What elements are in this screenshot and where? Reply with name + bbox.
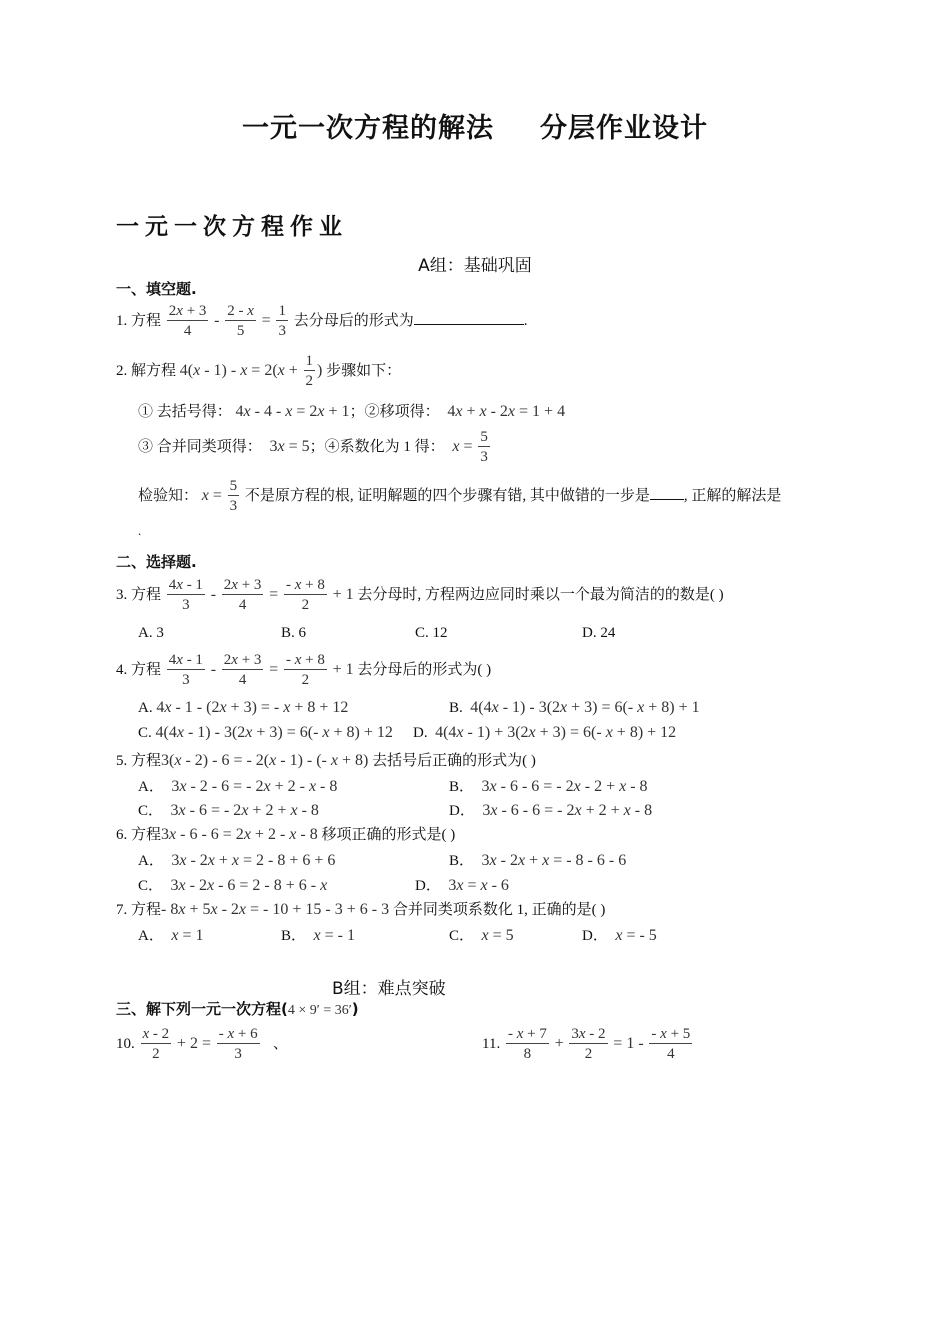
q6-option-c[interactable]: C． 3x - 2x - 6 = 2 - 8 + 6 - x: [138, 877, 328, 894]
answer-blank[interactable]: [650, 485, 684, 500]
question-4: 4. 方程 $\frac{4x - 1}{3}$ - $\frac{2x + 3}{4}$ = $\frac{- x + 8}{2}$ + 1 去分母后的形式为( ): [116, 652, 492, 688]
q7-option-c[interactable]: C． x = 5: [449, 927, 514, 944]
question-2-steps-a: ① 去括号得： 4x - 4 - x = 2x + 1；②移项得： 4x + x - 2x = 1 + 4: [138, 403, 566, 420]
dot: .: [138, 523, 142, 538]
question-6: 6. 方程3x - 6 - 6 = 2x + 2 - x - 8 移项正确的形式是( ): [116, 826, 456, 843]
question-10: 10. $\frac{x - 2}{2}$ + 2 = $\frac{- x + 6}{3}$ 、: [116, 1026, 288, 1062]
section-solve-equations: 三、解下列一元一次方程(4 × 9′ = 36′): [116, 1000, 359, 1018]
q6-option-a[interactable]: A． 3x - 2x + x = 2 - 8 + 6 + 6: [138, 852, 336, 869]
group-a-heading: A组：基础巩固: [418, 256, 532, 276]
q6-option-b[interactable]: B． 3x - 2x + x = - 8 - 6 - 6: [449, 852, 627, 869]
q5-option-a[interactable]: A． 3x - 2 - 6 = - 2x + 2 - x - 8: [138, 778, 338, 795]
q4-option-b[interactable]: B. 4(4x - 1) - 3(2x + 3) = 6(- x + 8) + 1: [449, 699, 700, 716]
q4-option-c[interactable]: C. 4(4x - 1) - 3(2x + 3) = 6(- x + 8) + 12: [138, 724, 393, 741]
q7-option-b[interactable]: B． x = - 1: [281, 927, 355, 944]
section-fill-blank: 一、填空题.: [116, 280, 197, 298]
question-5: 5. 方程3(x - 2) - 6 = - 2(x - 1) - (- x + 8) 去括号后正确的形式为( ): [116, 752, 536, 769]
title-left: 一元一次方程的解法: [242, 113, 494, 144]
q5-option-d[interactable]: D． 3x - 6 - 6 = - 2x + 2 + x - 8: [449, 802, 653, 819]
question-1: 1. 方程 $\frac{2x + 3}{4}$ - $\frac{2 - x}{5}$ = $\frac{1}{3}$ 去分母后的形式为 .: [116, 303, 528, 339]
q7-option-a[interactable]: A． x = 1: [138, 927, 204, 944]
question-11: 11. $\frac{- x + 7}{8}$ + $\frac{3x - 2}{2}$ = 1 - $\frac{- x + 5}{4}$: [482, 1026, 691, 1062]
question-7: 7. 方程- 8x + 5x - 2x = - 10 + 15 - 3 + 6 - 3 合并同类项系数化 1, 正确的是( ): [116, 901, 606, 918]
q6-option-d[interactable]: D． 3x = x - 6: [415, 877, 509, 894]
q3-option-c[interactable]: C. 12: [415, 625, 448, 641]
q3-option-d[interactable]: D. 24: [582, 625, 616, 641]
question-2: 2. 解方程 4(x - 1) - x = 2(x + $\frac{1}{2}$ ) 步骤如下：: [116, 353, 402, 389]
q4-option-d[interactable]: D. 4(4x - 1) + 3(2x + 3) = 6(- x + 8) + 12: [413, 724, 677, 741]
question-3: 3. 方程 $\frac{4x - 1}{3}$ - $\frac{2x + 3}{4}$ = $\frac{- x + 8}{2}$ + 1 去分母时, 方程两边应同时乘以一个最为简洁的的数是( ): [116, 577, 724, 613]
page-title: [0, 106, 950, 145]
question-2-steps-b: ③ 合并同类项得： 3x = 5；④系数化为 1 得： x = $\frac{5}{3}$: [138, 429, 488, 465]
section-multiple-choice: 二、选择题.: [116, 553, 197, 571]
q5-option-c[interactable]: C． 3x - 6 = - 2x + 2 + x - 8: [138, 802, 319, 819]
title-right: 分层作业设计: [540, 113, 708, 144]
q5-option-b[interactable]: B． 3x - 6 - 6 = - 2x - 2 + x - 8: [449, 778, 648, 795]
question-2-check: 检验知： x = $\frac{5}{3}$ 不是原方程的根, 证明解题的四个步骤有错, 其中做错的一步是 , 正解的解法是: [138, 478, 782, 514]
q3-option-a[interactable]: A. 3: [138, 625, 164, 641]
q4-option-a[interactable]: A. 4x - 1 - (2x + 3) = - x + 8 + 12: [138, 699, 349, 716]
group-b-heading: B组：难点突破: [332, 979, 446, 999]
q3-option-b[interactable]: B. 6: [281, 625, 307, 641]
section-subtitle: 一元一次方程作业: [116, 213, 348, 240]
answer-blank[interactable]: [414, 310, 524, 325]
q7-option-d[interactable]: D． x = - 5: [582, 927, 657, 944]
